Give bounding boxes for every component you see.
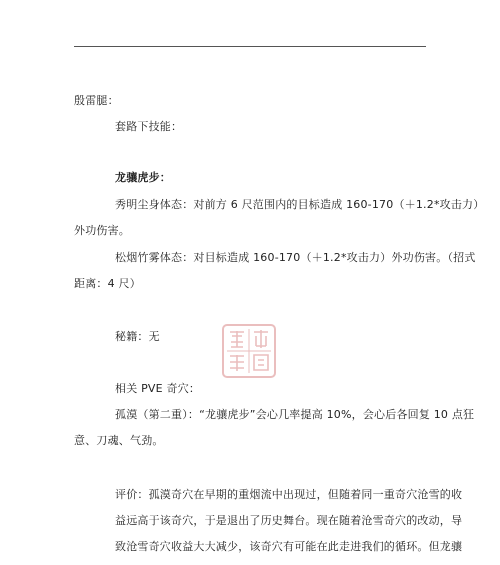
skill-title: 龙骧虎步： <box>115 171 171 184</box>
skill-description-1-continued: 外功伤害。 <box>74 224 130 237</box>
section-heading: 殷雷腿： <box>74 94 119 107</box>
page-cutoff-fade <box>0 556 500 565</box>
seal-stamp-icon <box>220 322 278 380</box>
combo-label: 套路下技能： <box>115 120 183 133</box>
review-line-1: 评价：孤漠奇穴在早期的重烟流中出现过，但随着同一重奇穴沧雪的收 <box>115 488 463 501</box>
skill-description-2: 松烟竹雾体态：对目标造成 160-170（＋1.2*攻击力）外功伤害。（招式 <box>115 251 476 264</box>
pve-acupoint-label: 相关 PVE 奇穴： <box>115 382 201 395</box>
skill-description-1: 秀明尘身体态：对前方 6 尺范围内的目标造成 160-170（＋1.2*攻击力） <box>115 198 485 211</box>
secret-manual-label: 秘籍：无 <box>115 330 160 343</box>
pve-description: 孤漠（第二重）：“龙骧虎步”会心几率提高 10%，会心后各回复 10 点狂 <box>115 408 475 421</box>
top-divider <box>74 46 426 47</box>
pve-description-continued: 意、刀魂、气劲。 <box>74 434 164 447</box>
review-line-3: 致沧雪奇穴收益大大减少，该奇穴有可能在此走进我们的循环。但龙骧 <box>115 540 463 553</box>
review-line-2: 益远高于该奇穴，于是退出了历史舞台。现在随着沧雪奇穴的改动，导 <box>115 514 463 527</box>
skill-description-2-continued: 距离：4 尺） <box>74 277 141 290</box>
